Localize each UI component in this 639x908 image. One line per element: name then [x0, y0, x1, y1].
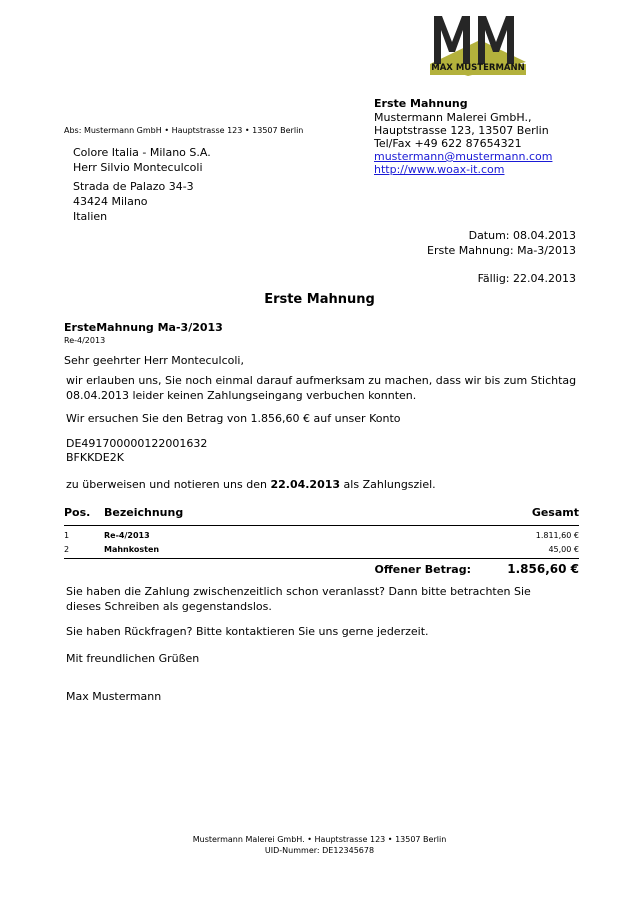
subject: ErsteMahnung Ma-3/2013 [64, 321, 223, 334]
logo-text: MAX MUSTERMANN [431, 63, 525, 73]
col-header-desc: Bezeichnung [104, 506, 184, 519]
recipient-city: 43424 Milano [73, 195, 148, 208]
salutation: Sehr geehrter Herr Monteculcoli, [64, 354, 244, 367]
company-logo [428, 12, 528, 76]
company-phone: Tel/Fax +49 622 87654321 [374, 137, 522, 150]
paragraph-5: Sie haben Rückfragen? Bitte kontaktieren Sie uns gerne jederzeit. [66, 625, 429, 638]
paragraph-3-date: 22.04.2013 [270, 478, 341, 491]
footer-line-2: UID-Nummer: DE12345678 [264, 846, 375, 855]
recipient-street: Strada de Palazo 34-3 [73, 180, 194, 193]
col-header-total: Gesamt [531, 506, 579, 519]
table-total-rule [64, 558, 579, 559]
footer-line-1: Mustermann Malerei GmbH. • Hauptstrasse 123 • 13507 Berlin [192, 835, 447, 844]
due-date: Fällig: 22.04.2013 [477, 272, 576, 285]
reminder-number: Erste Mahnung: Ma-3/2013 [427, 244, 576, 257]
company-block [374, 96, 614, 176]
recipient-address [73, 145, 211, 224]
bic: BFKKDE2K [66, 451, 124, 464]
recipient-company: Colore Italia - Milano S.A. [73, 146, 211, 159]
company-heading: Erste Mahnung [374, 97, 468, 110]
table-row-2-total: 45,00 € [548, 545, 579, 554]
recipient-person: Herr Silvio Monteculcoli [73, 161, 203, 174]
paragraph-3-pre: zu überweisen und notieren uns den [66, 478, 271, 491]
table-row-1-pos: 1 [64, 531, 70, 540]
iban: DE491700000122001632 [66, 437, 208, 450]
table-row-2-desc: Mahnkosten [104, 545, 160, 554]
signature-name: Max Mustermann [66, 690, 162, 703]
open-amount-label: Offener Betrag: [374, 563, 471, 576]
company-web-link[interactable]: http://www.woax-it.com [374, 163, 505, 176]
company-email-link[interactable]: mustermann@mustermann.com [374, 150, 553, 163]
sender-line: Abs: Mustermann GmbH • Hauptstrasse 123 • 13507 Berlin [64, 126, 304, 135]
table-row-1-total: 1.811,60 € [535, 531, 579, 540]
company-address: Hauptstrasse 123, 13507 Berlin [374, 124, 549, 137]
footer [0, 834, 639, 856]
date: Datum: 08.04.2013 [468, 229, 576, 242]
recipient-country: Italien [73, 210, 108, 223]
paragraph-3-post: als Zahlungsziel. [340, 478, 436, 491]
col-header-pos: Pos. [64, 506, 91, 519]
page-title: Erste Mahnung [264, 292, 375, 307]
closing: Mit freundlichen Grüßen [66, 652, 200, 665]
paragraph-4: Sie haben die Zahlung zwischenzeitlich schon veranlasst? Dann bitte betrachten Sie dieses Schreiben als gegenstandslos. [66, 585, 531, 613]
reference: Re-4/2013 [64, 336, 106, 345]
table-row-2-pos: 2 [64, 545, 70, 554]
paragraph-3 [66, 477, 436, 492]
paragraph-1: wir erlauben uns, Sie noch einmal darauf aufmerksam zu machen, dass wir bis zum Stichtag 08.04.2013 leider keinen Zahlungseingang verbuchen konnten. [66, 374, 577, 402]
paragraph-2: Wir ersuchen Sie den Betrag von 1.856,60 € auf unser Konto [66, 412, 401, 425]
open-amount-value: 1.856,60 € [507, 562, 579, 576]
document-meta [316, 228, 576, 286]
table-row-1-desc: Re-4/2013 [104, 531, 150, 540]
company-name: Mustermann Malerei GmbH., [374, 111, 532, 124]
table-header-rule [64, 525, 579, 526]
